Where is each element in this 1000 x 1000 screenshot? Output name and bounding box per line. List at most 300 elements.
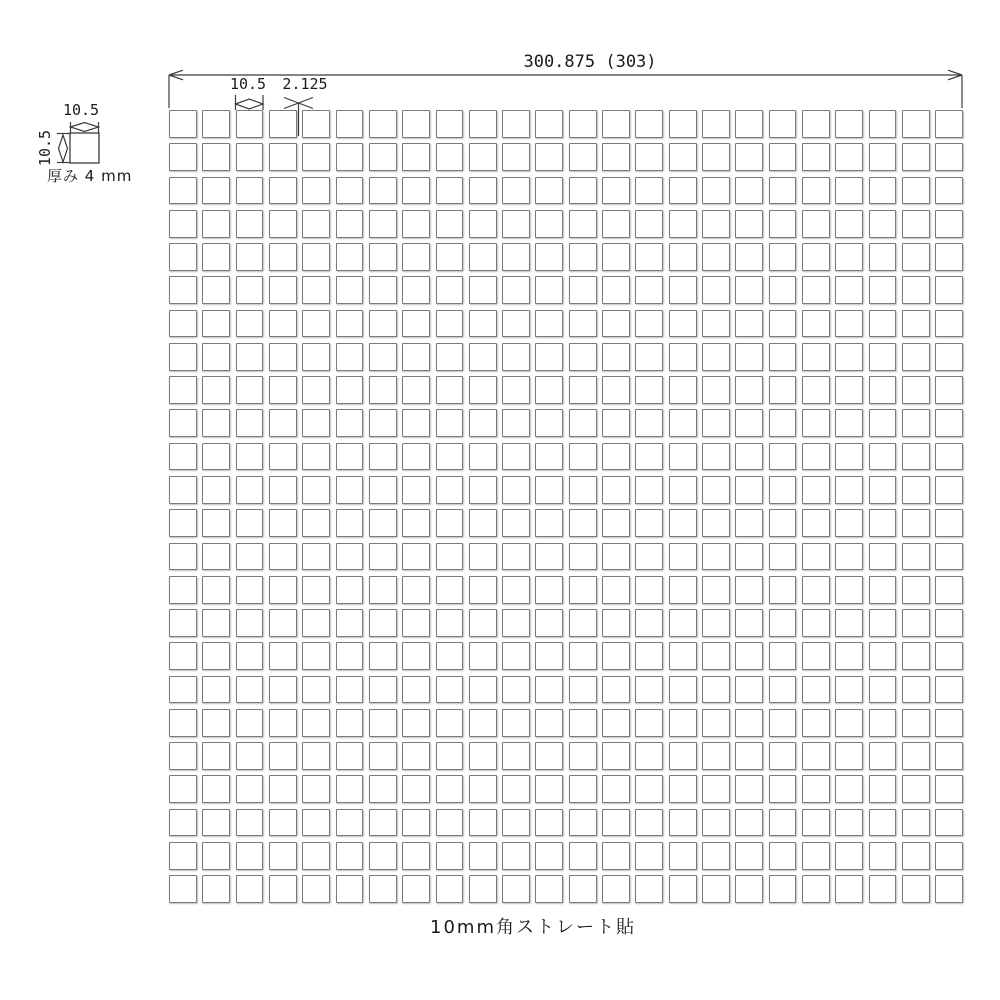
tile — [769, 676, 797, 704]
tile — [735, 443, 763, 471]
tile — [935, 210, 963, 238]
tile — [269, 676, 297, 704]
tile — [935, 842, 963, 870]
tile — [369, 310, 397, 338]
tile — [202, 809, 230, 837]
tile — [502, 609, 530, 637]
tile — [902, 110, 930, 138]
tile — [635, 177, 663, 205]
tile — [202, 709, 230, 737]
tile — [302, 875, 330, 903]
tile — [935, 809, 963, 837]
tile — [635, 742, 663, 770]
arrow-left-icon — [169, 70, 183, 80]
tile — [169, 443, 197, 471]
tile — [835, 709, 863, 737]
tile — [436, 676, 464, 704]
tile — [869, 809, 897, 837]
tile — [169, 143, 197, 171]
tile — [735, 676, 763, 704]
tile — [769, 443, 797, 471]
tile — [635, 576, 663, 604]
tile — [702, 310, 730, 338]
tile — [835, 177, 863, 205]
tile — [702, 476, 730, 504]
tile — [835, 642, 863, 670]
tile — [569, 875, 597, 903]
tile — [935, 875, 963, 903]
tile — [735, 742, 763, 770]
tile — [769, 875, 797, 903]
tile — [402, 742, 430, 770]
tile — [469, 143, 497, 171]
tile — [769, 243, 797, 271]
tile — [469, 243, 497, 271]
tile — [602, 875, 630, 903]
tile — [669, 276, 697, 304]
tile — [169, 310, 197, 338]
tile — [369, 576, 397, 604]
tile — [902, 376, 930, 404]
tile — [535, 343, 563, 371]
tile — [202, 642, 230, 670]
tile — [169, 543, 197, 571]
tile — [236, 775, 264, 803]
tile — [802, 842, 830, 870]
tile — [369, 609, 397, 637]
tile — [269, 642, 297, 670]
tile — [202, 842, 230, 870]
tile — [302, 177, 330, 205]
tile — [869, 609, 897, 637]
tile — [535, 609, 563, 637]
tile — [902, 676, 930, 704]
tile — [436, 110, 464, 138]
tile — [502, 509, 530, 537]
tile — [669, 143, 697, 171]
tile — [469, 676, 497, 704]
diamond-arrow-icon — [71, 123, 99, 132]
tile — [269, 576, 297, 604]
tile — [402, 443, 430, 471]
tile — [535, 842, 563, 870]
tile — [336, 709, 364, 737]
tile — [535, 177, 563, 205]
tile — [869, 875, 897, 903]
tile — [269, 875, 297, 903]
detail-tile — [70, 133, 99, 163]
tile — [802, 875, 830, 903]
tile — [735, 842, 763, 870]
tile — [302, 775, 330, 803]
tile — [835, 376, 863, 404]
tile — [602, 543, 630, 571]
tile — [369, 676, 397, 704]
tile — [869, 409, 897, 437]
tile — [769, 276, 797, 304]
tile — [336, 276, 364, 304]
tile — [702, 642, 730, 670]
tile — [702, 509, 730, 537]
tile — [635, 676, 663, 704]
tile — [869, 576, 897, 604]
tile — [402, 676, 430, 704]
tile — [735, 809, 763, 837]
tile-width-label: 10.5 — [229, 75, 267, 93]
tile — [869, 709, 897, 737]
tile — [436, 875, 464, 903]
tile — [569, 243, 597, 271]
tile — [569, 709, 597, 737]
tile — [302, 609, 330, 637]
tile — [902, 343, 930, 371]
tile — [502, 676, 530, 704]
tile — [369, 742, 397, 770]
tile — [669, 177, 697, 205]
tile — [902, 443, 930, 471]
tile — [469, 509, 497, 537]
tile — [269, 110, 297, 138]
tile — [369, 409, 397, 437]
tile — [436, 709, 464, 737]
tile — [236, 709, 264, 737]
tile — [835, 143, 863, 171]
tile — [202, 676, 230, 704]
detail-tile-dimensions — [57, 122, 99, 163]
cross-arrow-icon — [284, 98, 313, 109]
tile — [769, 543, 797, 571]
tile — [369, 276, 397, 304]
tile — [602, 210, 630, 238]
tile — [502, 709, 530, 737]
tile — [835, 742, 863, 770]
tile — [302, 642, 330, 670]
tile — [502, 875, 530, 903]
tile — [302, 343, 330, 371]
tile — [236, 443, 264, 471]
tile — [269, 143, 297, 171]
tile — [236, 676, 264, 704]
tile — [635, 509, 663, 537]
tile — [569, 543, 597, 571]
tile — [735, 576, 763, 604]
tile — [202, 210, 230, 238]
tile — [602, 775, 630, 803]
tile — [702, 576, 730, 604]
tile — [269, 476, 297, 504]
tile — [769, 642, 797, 670]
tile — [469, 177, 497, 205]
tile — [535, 210, 563, 238]
tile — [769, 509, 797, 537]
tile — [469, 376, 497, 404]
tile — [402, 243, 430, 271]
tile — [402, 143, 430, 171]
tile — [535, 676, 563, 704]
tile — [236, 276, 264, 304]
tile — [236, 243, 264, 271]
tile — [502, 543, 530, 571]
tile — [602, 343, 630, 371]
tile — [902, 875, 930, 903]
tile — [436, 842, 464, 870]
tile — [769, 110, 797, 138]
tile — [436, 243, 464, 271]
tile — [802, 376, 830, 404]
tile — [369, 243, 397, 271]
tile — [202, 177, 230, 205]
tile — [835, 343, 863, 371]
tile — [169, 177, 197, 205]
tile — [369, 809, 397, 837]
tile — [236, 576, 264, 604]
tile — [869, 676, 897, 704]
tile — [569, 310, 597, 338]
tile — [269, 775, 297, 803]
tile — [302, 376, 330, 404]
tile — [835, 775, 863, 803]
tile — [802, 609, 830, 637]
tile — [569, 110, 597, 138]
tile — [769, 809, 797, 837]
tile — [402, 842, 430, 870]
tile — [935, 409, 963, 437]
tile — [169, 676, 197, 704]
tile — [535, 543, 563, 571]
tile — [269, 809, 297, 837]
tile — [202, 476, 230, 504]
tile — [669, 609, 697, 637]
tile — [802, 642, 830, 670]
tile — [469, 543, 497, 571]
tile — [302, 443, 330, 471]
tile — [669, 576, 697, 604]
tile — [535, 576, 563, 604]
tile — [535, 409, 563, 437]
tile — [602, 742, 630, 770]
tile — [869, 177, 897, 205]
tile — [169, 376, 197, 404]
tile — [402, 576, 430, 604]
tile — [635, 709, 663, 737]
tile — [702, 110, 730, 138]
tile — [569, 143, 597, 171]
tile — [436, 742, 464, 770]
tile — [702, 376, 730, 404]
tile — [769, 709, 797, 737]
tile — [336, 609, 364, 637]
tile — [402, 642, 430, 670]
tile — [402, 110, 430, 138]
tile — [169, 276, 197, 304]
tile — [535, 642, 563, 670]
tile — [835, 276, 863, 304]
tile — [302, 509, 330, 537]
tile — [302, 709, 330, 737]
tile — [769, 376, 797, 404]
tile — [169, 742, 197, 770]
tile — [569, 809, 597, 837]
tile — [469, 343, 497, 371]
tile — [236, 343, 264, 371]
tile — [336, 343, 364, 371]
tile — [535, 243, 563, 271]
tile — [402, 276, 430, 304]
tile — [436, 310, 464, 338]
tile — [635, 110, 663, 138]
tile — [169, 709, 197, 737]
tile — [869, 376, 897, 404]
tile — [336, 543, 364, 571]
tile — [369, 443, 397, 471]
tile — [302, 143, 330, 171]
tile — [202, 775, 230, 803]
tile — [735, 875, 763, 903]
tile — [402, 875, 430, 903]
tile — [869, 543, 897, 571]
tile — [402, 509, 430, 537]
tile — [502, 576, 530, 604]
tile — [569, 742, 597, 770]
tile — [302, 276, 330, 304]
tile — [902, 276, 930, 304]
tile — [735, 310, 763, 338]
tile — [702, 177, 730, 205]
tile — [802, 343, 830, 371]
tile — [702, 742, 730, 770]
tile — [602, 443, 630, 471]
tile — [935, 443, 963, 471]
tile — [436, 177, 464, 205]
tile — [835, 543, 863, 571]
tile — [502, 642, 530, 670]
tile — [502, 243, 530, 271]
tile — [902, 509, 930, 537]
tile — [735, 642, 763, 670]
tile — [702, 875, 730, 903]
tile — [769, 775, 797, 803]
tile — [535, 310, 563, 338]
tile — [902, 177, 930, 205]
tile — [236, 742, 264, 770]
tile — [569, 775, 597, 803]
tile — [802, 177, 830, 205]
tile — [402, 476, 430, 504]
tile — [336, 110, 364, 138]
tile — [236, 177, 264, 205]
tile — [769, 210, 797, 238]
tile — [902, 409, 930, 437]
tile — [502, 775, 530, 803]
tile — [502, 842, 530, 870]
tile — [269, 509, 297, 537]
tile — [569, 276, 597, 304]
tile — [436, 576, 464, 604]
tile — [369, 110, 397, 138]
tile — [769, 409, 797, 437]
tile — [669, 343, 697, 371]
tile — [535, 875, 563, 903]
tile — [236, 376, 264, 404]
overall-dimension-label: 300.875 (303) — [523, 52, 657, 72]
tile — [302, 842, 330, 870]
tile — [902, 742, 930, 770]
tile — [336, 443, 364, 471]
tile — [202, 543, 230, 571]
tile — [469, 742, 497, 770]
tile — [635, 476, 663, 504]
tile — [735, 210, 763, 238]
tile — [302, 576, 330, 604]
tile — [902, 476, 930, 504]
tile-grid — [169, 110, 963, 903]
tile — [502, 343, 530, 371]
tile — [202, 310, 230, 338]
tile — [602, 809, 630, 837]
tile — [469, 476, 497, 504]
tile — [802, 709, 830, 737]
tile — [269, 742, 297, 770]
tile — [669, 742, 697, 770]
tile — [835, 243, 863, 271]
tile — [935, 110, 963, 138]
tile — [402, 376, 430, 404]
tile — [935, 276, 963, 304]
tile — [402, 343, 430, 371]
tile — [702, 676, 730, 704]
tile — [802, 742, 830, 770]
tile — [669, 210, 697, 238]
tile — [735, 609, 763, 637]
tile — [302, 210, 330, 238]
tile — [169, 609, 197, 637]
tile — [669, 775, 697, 803]
tile — [502, 409, 530, 437]
tile — [535, 509, 563, 537]
tile — [702, 143, 730, 171]
tile — [202, 609, 230, 637]
tile — [935, 476, 963, 504]
tile — [669, 509, 697, 537]
tile — [436, 509, 464, 537]
tile — [935, 376, 963, 404]
tile — [802, 576, 830, 604]
tile — [835, 110, 863, 138]
tile — [635, 143, 663, 171]
tile — [369, 210, 397, 238]
tile — [269, 609, 297, 637]
tile — [236, 609, 264, 637]
tile — [269, 443, 297, 471]
tile — [735, 543, 763, 571]
tile — [436, 376, 464, 404]
tile — [369, 875, 397, 903]
tile — [669, 842, 697, 870]
tile — [935, 343, 963, 371]
tile — [869, 842, 897, 870]
thickness-label: 厚み 4 mm — [47, 167, 133, 185]
tile — [336, 210, 364, 238]
tile — [369, 642, 397, 670]
tile — [535, 742, 563, 770]
tile — [336, 177, 364, 205]
tile — [236, 809, 264, 837]
tile — [169, 509, 197, 537]
tile — [802, 143, 830, 171]
tile — [835, 676, 863, 704]
tile — [202, 576, 230, 604]
tile — [769, 143, 797, 171]
